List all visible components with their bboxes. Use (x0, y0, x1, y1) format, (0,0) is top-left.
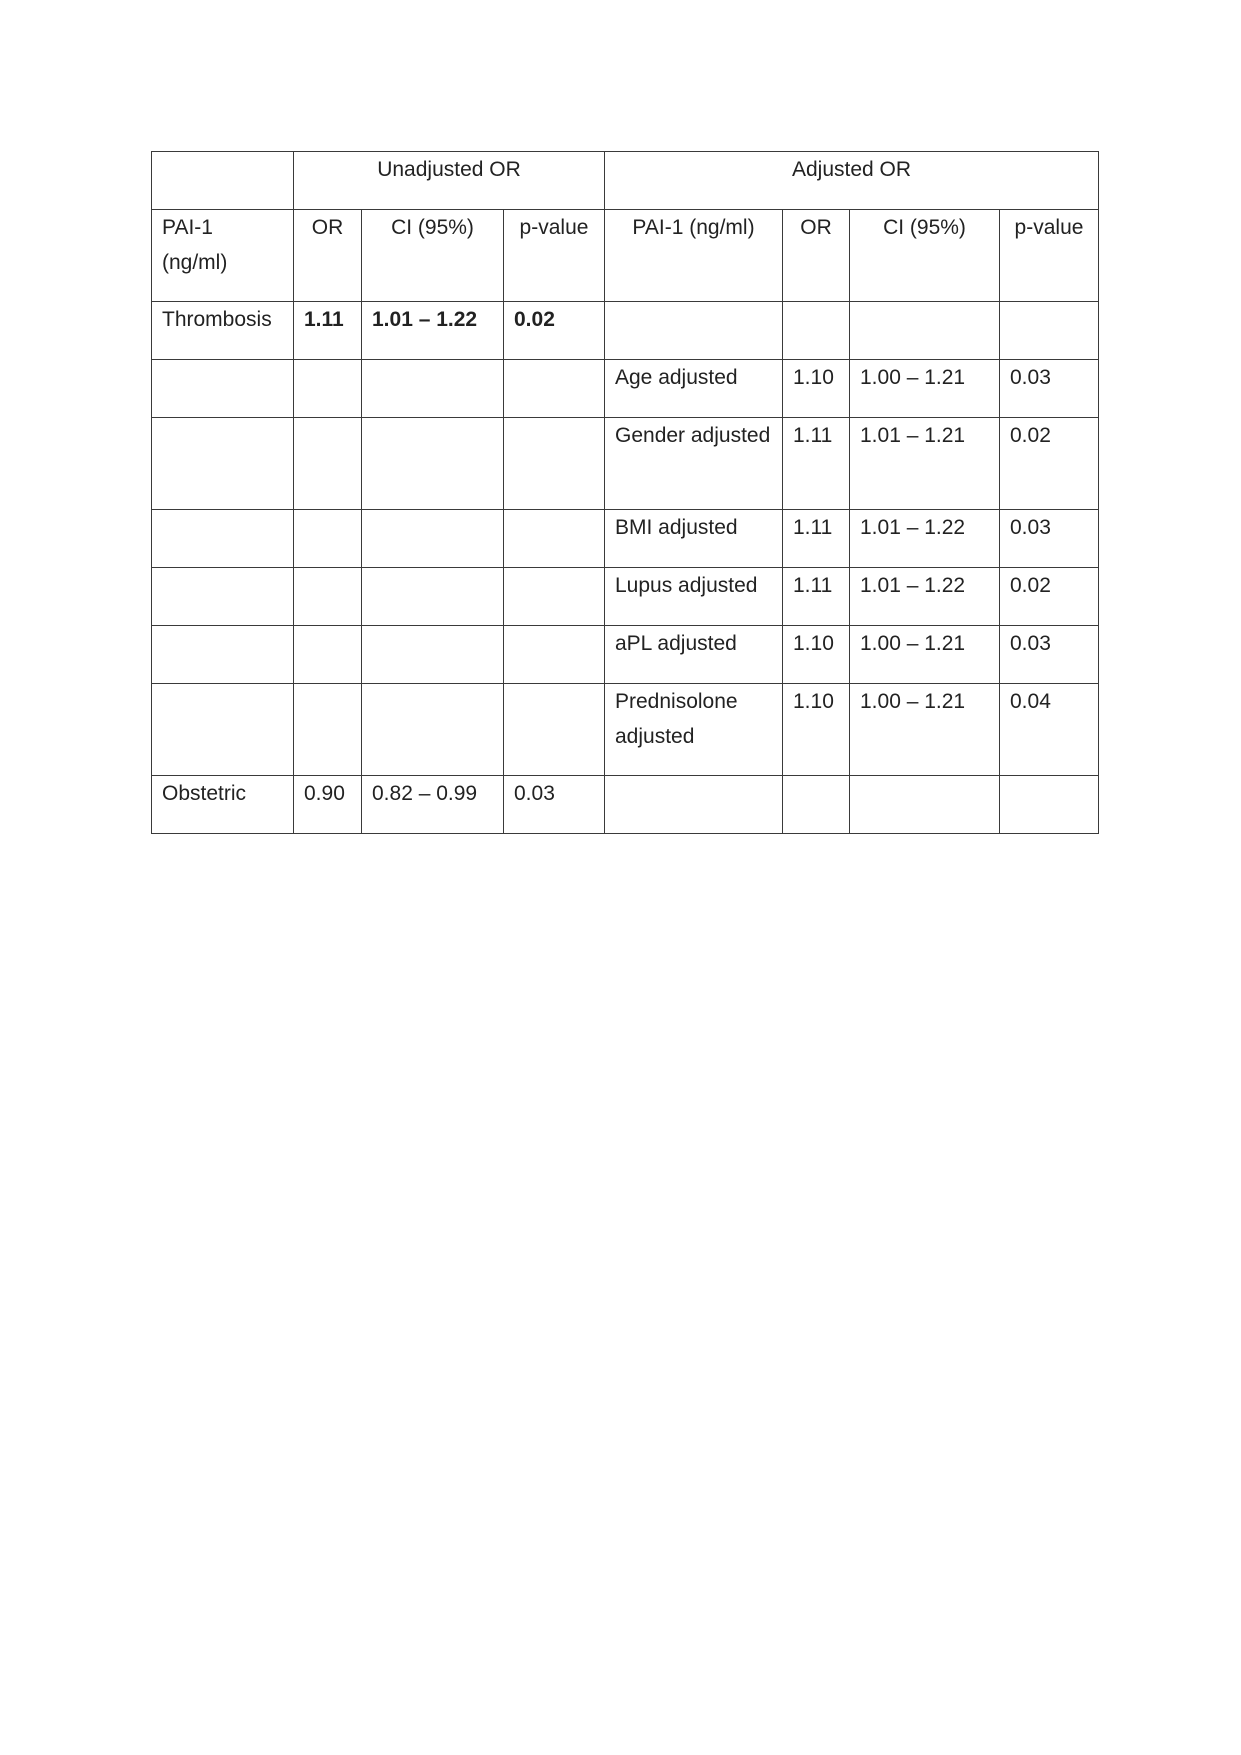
odds-ratio-table (151, 151, 1099, 834)
adjusted-label (605, 776, 783, 834)
unadjusted-or-header: Unadjusted OR (294, 152, 605, 210)
adjusted-label: Gender adjusted (605, 418, 783, 510)
adjusted-label: Lupus adjusted (605, 568, 783, 626)
table-row (152, 684, 1099, 776)
pai1-left-header: PAI-1 (ng/ml) (152, 210, 294, 302)
adjusted-label (605, 302, 783, 360)
unadjusted-or-value (294, 626, 362, 684)
pai1-right-header: PAI-1 (ng/ml) (605, 210, 783, 302)
unadjusted-p-value (504, 360, 605, 418)
unadjusted-or-value (294, 418, 362, 510)
adjusted-ci-value: 1.01 – 1.22 (850, 510, 1000, 568)
unadjusted-ci-value (362, 510, 504, 568)
adjusted-ci-value (850, 302, 1000, 360)
unadjusted-or-value: 1.11 (294, 302, 362, 360)
adjusted-p-value (1000, 302, 1099, 360)
adjusted-or-value: 1.11 (783, 510, 850, 568)
adjusted-ci-value: 1.00 – 1.21 (850, 626, 1000, 684)
adjusted-or-header: Adjusted OR (605, 152, 1099, 210)
row-label (152, 360, 294, 418)
table-row (152, 776, 1099, 834)
unadjusted-or-value: 0.90 (294, 776, 362, 834)
unadjusted-ci-value (362, 684, 504, 776)
adjusted-or-value: 1.10 (783, 360, 850, 418)
adjusted-ci-value: 1.01 – 1.21 (850, 418, 1000, 510)
or-left-header: OR (294, 210, 362, 302)
unadjusted-or-value (294, 568, 362, 626)
row-label (152, 510, 294, 568)
unadjusted-p-value (504, 684, 605, 776)
unadjusted-ci-value: 1.01 – 1.22 (362, 302, 504, 360)
row-label (152, 418, 294, 510)
p-right-header: p-value (1000, 210, 1099, 302)
unadjusted-p-value (504, 418, 605, 510)
table-row (152, 418, 1099, 510)
adjusted-p-value: 0.02 (1000, 568, 1099, 626)
group-header-row (152, 152, 1099, 210)
table-row (152, 302, 1099, 360)
row-label (152, 684, 294, 776)
adjusted-label: Age adjusted (605, 360, 783, 418)
adjusted-p-value: 0.03 (1000, 626, 1099, 684)
ci-left-header: CI (95%) (362, 210, 504, 302)
unadjusted-ci-value (362, 418, 504, 510)
adjusted-ci-value (850, 776, 1000, 834)
unadjusted-or-value (294, 510, 362, 568)
unadjusted-ci-value (362, 360, 504, 418)
adjusted-p-value: 0.03 (1000, 360, 1099, 418)
unadjusted-or-value (294, 360, 362, 418)
column-header-row (152, 210, 1099, 302)
unadjusted-or-value (294, 684, 362, 776)
p-left-header: p-value (504, 210, 605, 302)
adjusted-p-value (1000, 776, 1099, 834)
adjusted-label: BMI adjusted (605, 510, 783, 568)
unadjusted-ci-value (362, 568, 504, 626)
unadjusted-ci-value: 0.82 – 0.99 (362, 776, 504, 834)
adjusted-or-value: 1.11 (783, 418, 850, 510)
unadjusted-p-value (504, 626, 605, 684)
adjusted-label: Prednisolone adjusted (605, 684, 783, 776)
table-row (152, 626, 1099, 684)
adjusted-ci-value: 1.00 – 1.21 (850, 684, 1000, 776)
adjusted-p-value: 0.04 (1000, 684, 1099, 776)
table-row (152, 510, 1099, 568)
table-row (152, 360, 1099, 418)
adjusted-p-value: 0.02 (1000, 418, 1099, 510)
row-label: Thrombosis (152, 302, 294, 360)
unadjusted-p-value (504, 510, 605, 568)
adjusted-ci-value: 1.00 – 1.21 (850, 360, 1000, 418)
unadjusted-p-value: 0.03 (504, 776, 605, 834)
or-right-header: OR (783, 210, 850, 302)
ci-right-header: CI (95%) (850, 210, 1000, 302)
adjusted-or-value: 1.10 (783, 684, 850, 776)
row-label (152, 568, 294, 626)
unadjusted-ci-value (362, 626, 504, 684)
adjusted-or-value: 1.10 (783, 626, 850, 684)
unadjusted-p-value (504, 568, 605, 626)
adjusted-label: aPL adjusted (605, 626, 783, 684)
row-label: Obstetric (152, 776, 294, 834)
unadjusted-p-value: 0.02 (504, 302, 605, 360)
adjusted-or-value (783, 776, 850, 834)
adjusted-ci-value: 1.01 – 1.22 (850, 568, 1000, 626)
adjusted-or-value (783, 302, 850, 360)
row-label (152, 626, 294, 684)
adjusted-or-value: 1.11 (783, 568, 850, 626)
table-row (152, 568, 1099, 626)
adjusted-p-value: 0.03 (1000, 510, 1099, 568)
header-blank-cell (152, 152, 294, 210)
